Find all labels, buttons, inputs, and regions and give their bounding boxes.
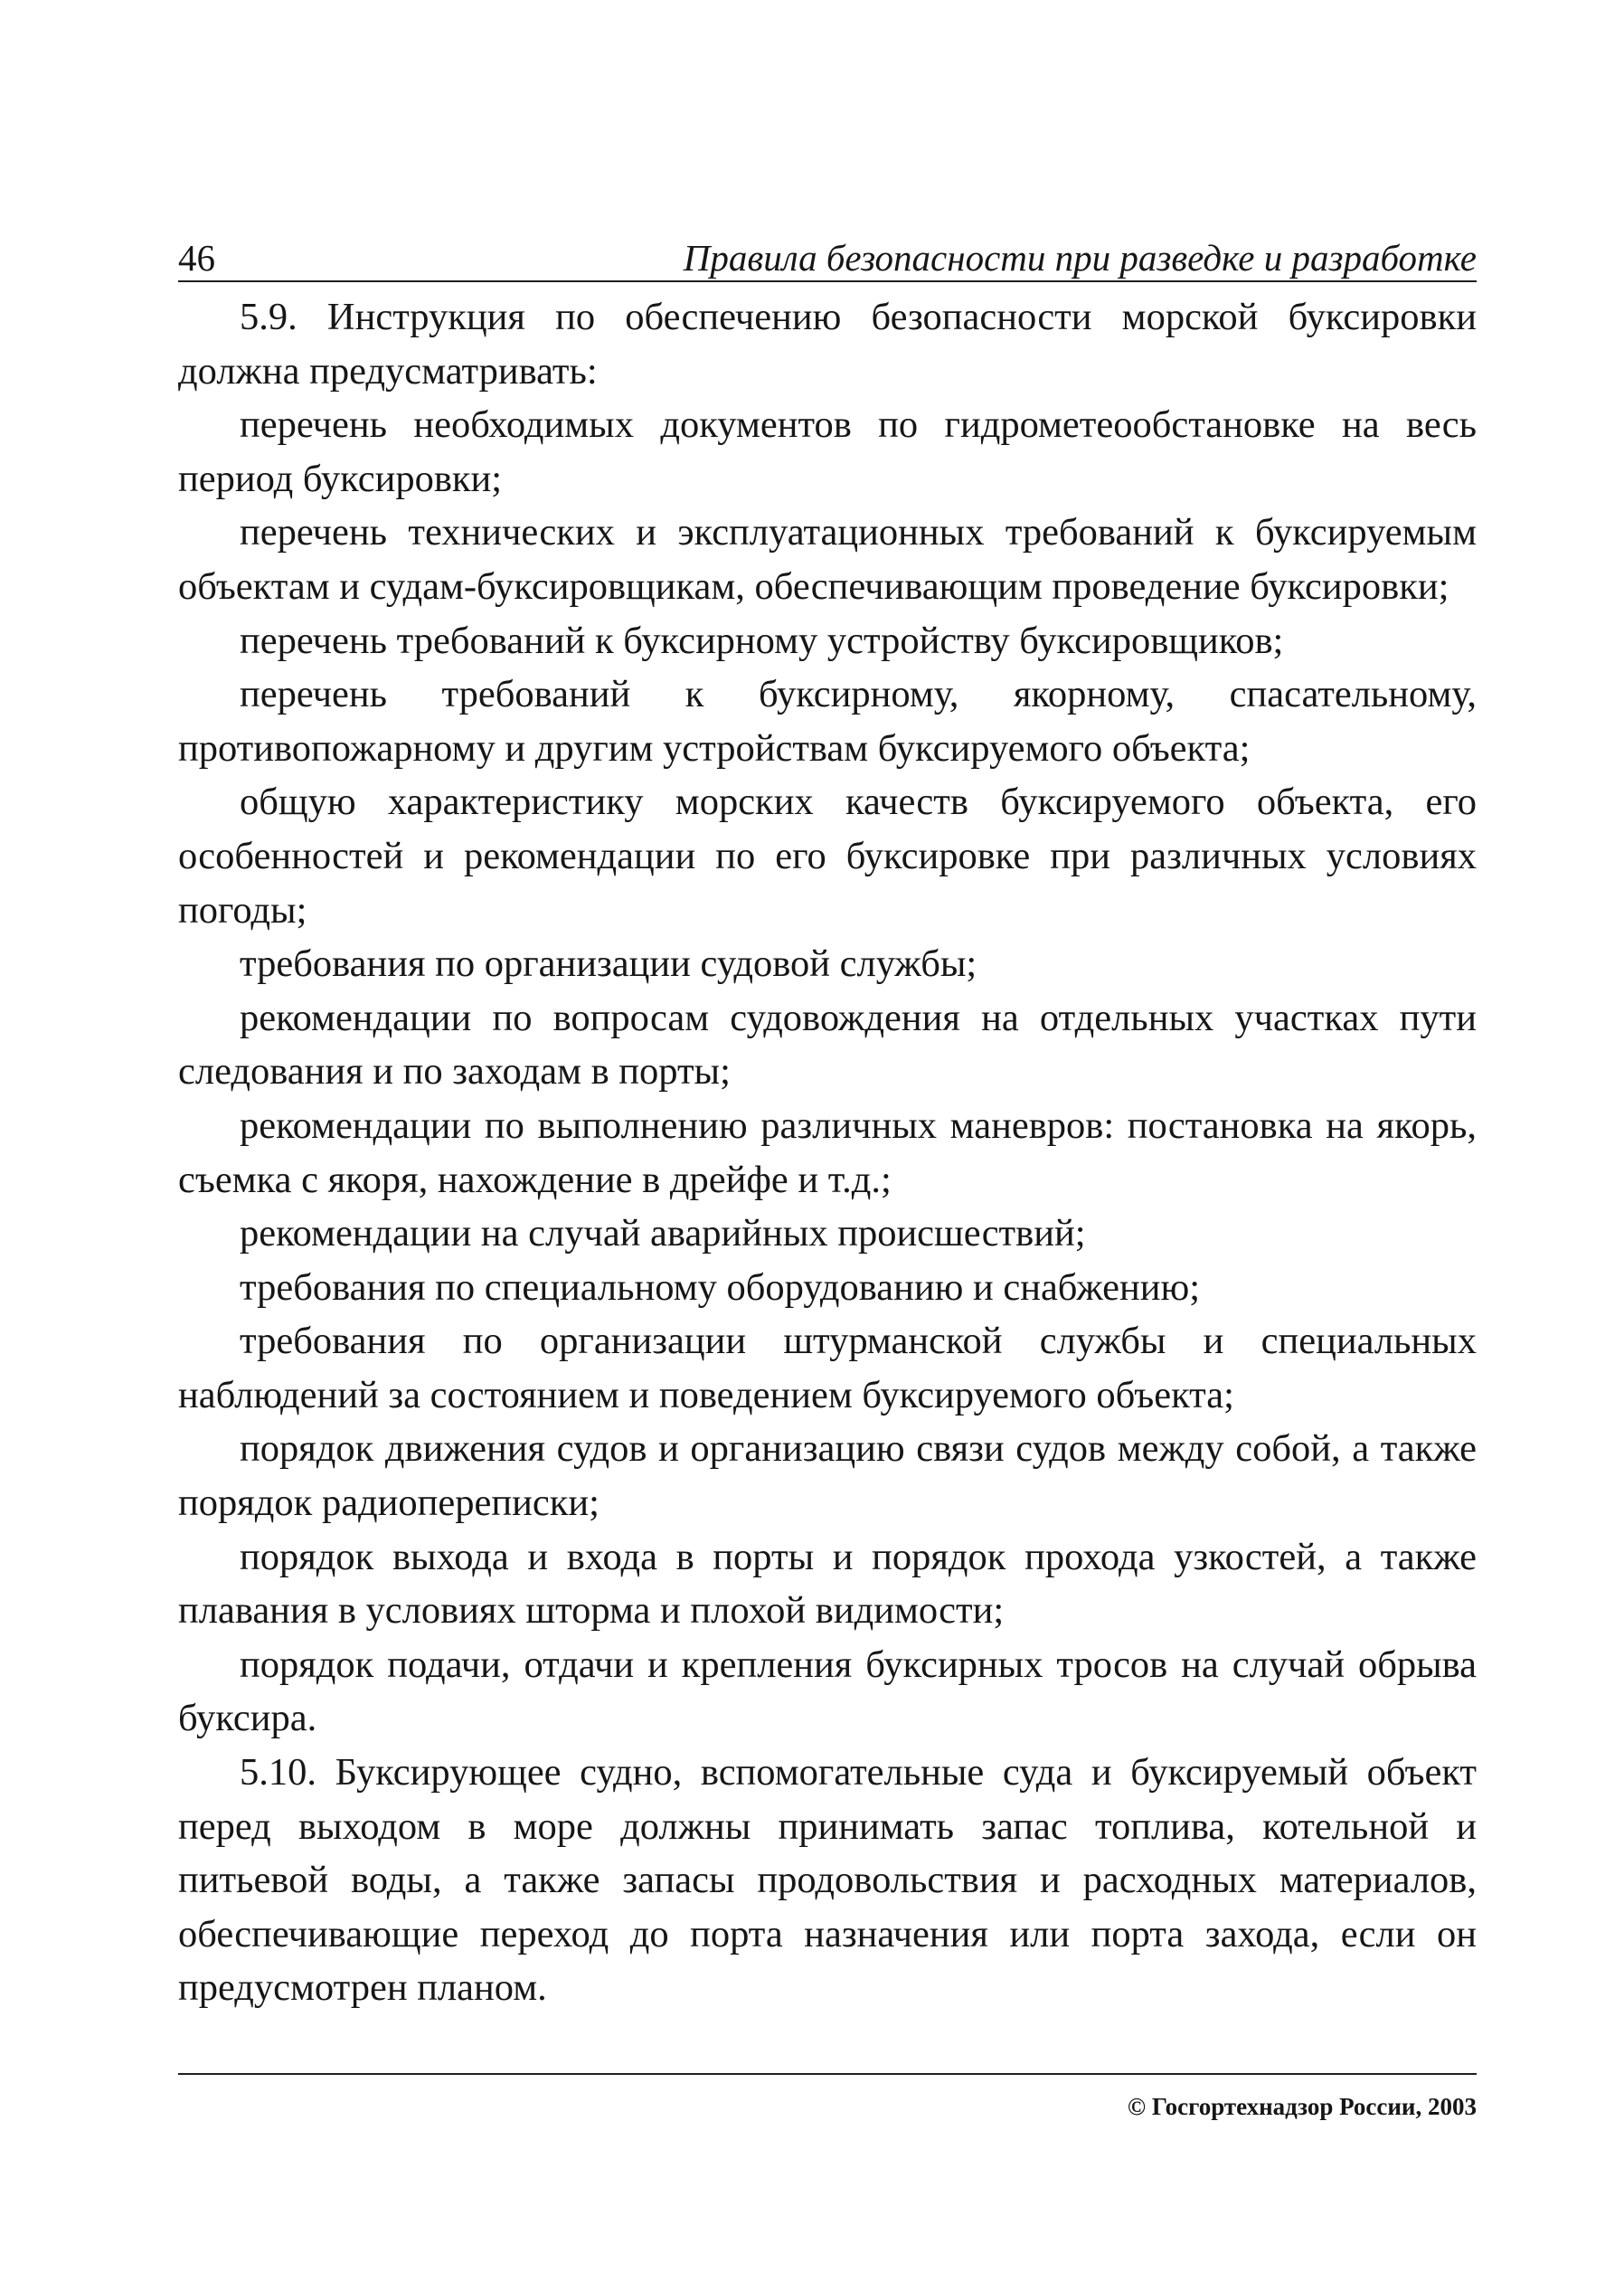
list-item-tug-towing-gear: перечень требований к буксирному устройству буксировщиков; <box>240 619 1284 662</box>
paragraph-5-9: 5.9. Инструкция по обеспечению безопасности морской буксировки должна предусматривать: <box>178 296 1477 393</box>
page-number: 46 <box>178 237 215 279</box>
list-item-maneuvers: рекомендации по выполнению различных маневров: постановка на якорь, съемка с якоря, нахождение в дрейфе и т.д.; <box>178 1103 1477 1201</box>
list-item-port-entry-exit: порядок выхода и входа в порты и порядок прохода узкостей, а также плавания в условиях шторма и плохой видимости; <box>178 1535 1477 1633</box>
list-item-navigator-service: требования по организации штурманской службы и специальных наблюдений за состоянием и поведением буксируемого объекта; <box>178 1320 1477 1416</box>
footer-divider <box>178 2073 1477 2075</box>
list-item-navigation: рекомендации по вопросам судовождения на отдельных участках пути следования и по заходам в порты; <box>178 996 1477 1094</box>
list-item-technical-requirements: перечень технических и эксплуатационных требований к буксируемым объектам и судам-буксировщикам, обеспечивающим проведение буксировки; <box>178 511 1477 608</box>
running-header-title: Правила безопасности при разведке и разработке <box>683 237 1477 279</box>
running-header <box>178 224 1477 282</box>
copyright-notice: © Госгортехнадзор России, 2003 <box>1127 2093 1477 2120</box>
body-text <box>178 290 1477 2015</box>
list-item-equipment-supply: требования по специальному оборудованию и снабжению; <box>240 1265 1201 1309</box>
list-item-towed-object-devices: перечень требований к буксирному, якорному, спасательному, противопожарному и другим устройствам буксируемого объекта; <box>178 673 1477 770</box>
list-item-hydromet-documents: перечень необходимых документов по гидрометеообстановке на весь период буксировки; <box>178 403 1477 500</box>
paragraph-5-10: 5.10. Буксирующее судно, вспомогательные суда и буксируемый объект перед выходом в море должны принимать запас топлива, котельной и питьевой воды, а также запасы продовольствия и расходных материалов, обеспечивающие переход до порта назначения или порта захода, если он предусмотрен планом. <box>178 1751 1477 2010</box>
list-item-emergencies: рекомендации на случай аварийных происшествий; <box>240 1212 1086 1255</box>
list-item-vessel-movement: порядок движения судов и организацию связи судов между собой, а также порядок радиопереписки; <box>178 1427 1477 1525</box>
list-item-towline-handling: порядок подачи, отдачи и крепления буксирных тросов на случай обрыва буксира. <box>178 1643 1477 1740</box>
list-item-seaworthiness: общую характеристику морских качеств буксируемого объекта, его особенностей и рекомендации по его буксировке при различных условиях погоды; <box>178 781 1477 932</box>
list-item-ship-service: требования по организации судовой службы; <box>240 942 977 986</box>
